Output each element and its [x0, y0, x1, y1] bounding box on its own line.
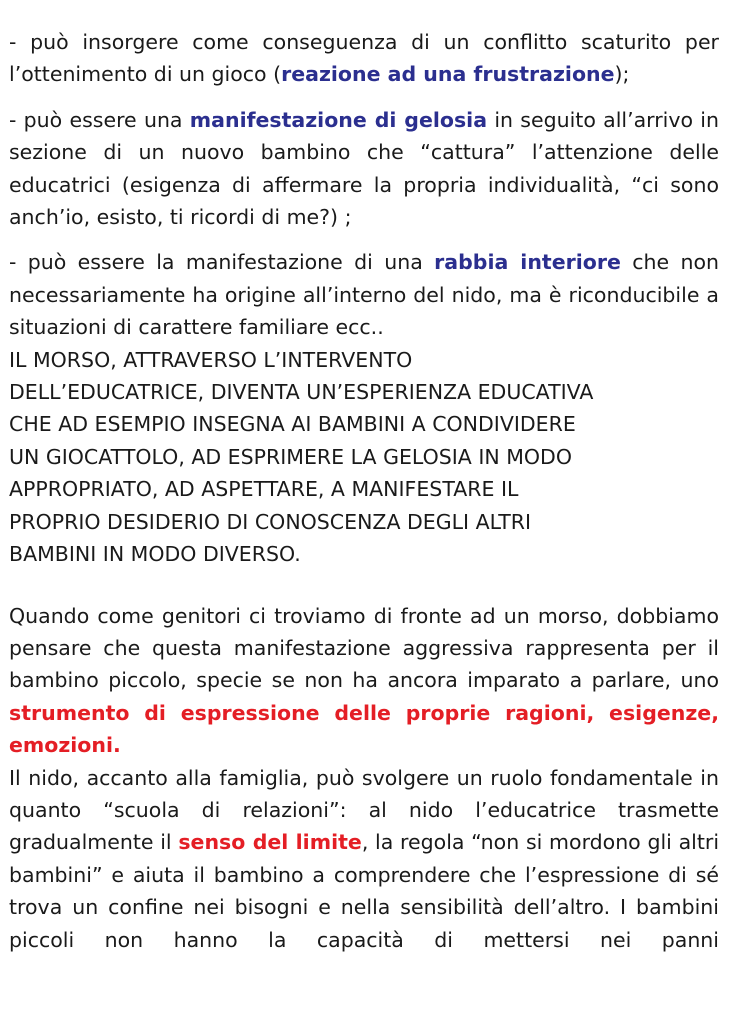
paragraph-text: in seguito all’arrivo in sezione di un nuovo bambino che “cattura” l’attenzione delle educatrici (esigenza di affermare la propria individualità, “ci sono anch’io, esisto, ti ricordi di me?) ; [9, 107, 719, 230]
highlight-expression-tool: strumento di espressione delle proprie ragioni, esigenze, emozioni. [9, 700, 719, 758]
highlight-frustration: reazione ad una frustrazione [281, 62, 615, 87]
paragraph-nursery [9, 762, 719, 956]
document-body [9, 26, 719, 956]
paragraph-text: Quando come genitori ci troviamo di fronte ad un morso, dobbiamo pensare che questa manifestazione aggressiva rappresenta per il bambino piccolo, specie se non ha ancora imparato a parlare, uno [9, 603, 719, 693]
uppercase-statement [9, 344, 719, 571]
paragraph-frustration [9, 26, 719, 91]
highlight-sense-of-limit: senso del limite [178, 830, 362, 855]
paragraph-text: che non necessariamente ha origine all’interno del nido, ma è riconducibile a situazioni di carattere familiare ecc.. [9, 250, 719, 340]
statement-line: CHE AD ESEMPIO INSEGNA AI BAMBINI A CONDIVIDERE [9, 412, 576, 437]
statement-line: APPROPRIATO, AD ASPETTARE, A MANIFESTARE IL [9, 477, 519, 502]
paragraph-anger [9, 246, 719, 343]
paragraph-text: , la regola “non si mordono gli altri bambini” e aiuta il bambino a comprendere che l’espressione di sé trova un confine nei bisogni e nella sensibilità dell’altro. I bambini piccoli non hanno la capacità di mettersi nei panni [9, 830, 720, 952]
statement-line: PROPRIO DESIDERIO DI CONOSCENZA DEGLI ALTRI [9, 509, 532, 534]
paragraph-parents [9, 600, 719, 762]
paragraph-text: Il nido, accanto alla famiglia, può svolgere un ruolo fondamentale in quanto “scuola di relazioni”: al nido l’educatrice trasmette gradualmente il [9, 765, 719, 855]
statement-line: DELL’EDUCATRICE, DIVENTA UN’ESPERIENZA EDUCATIVA [9, 380, 594, 405]
highlight-anger: rabbia interiore [434, 250, 621, 275]
paragraph-text: - può insorgere come conseguenza di un conflitto scaturito per l’ottenimento di un gioco ( [9, 30, 719, 87]
statement-line: BAMBINI IN MODO DIVERSO. [9, 542, 301, 567]
highlight-jealousy: manifestazione di gelosia [189, 107, 488, 132]
paragraph-text: ); [614, 62, 630, 87]
paragraph-text: - può essere la manifestazione di una [9, 250, 435, 275]
statement-line: IL MORSO, ATTRAVERSO L’INTERVENTO [9, 347, 413, 372]
paragraph-text: - può essere una [9, 107, 190, 132]
statement-line: UN GIOCATTOLO, AD ESPRIMERE LA GELOSIA IN MODO [9, 444, 572, 469]
paragraph-jealousy [9, 104, 719, 234]
